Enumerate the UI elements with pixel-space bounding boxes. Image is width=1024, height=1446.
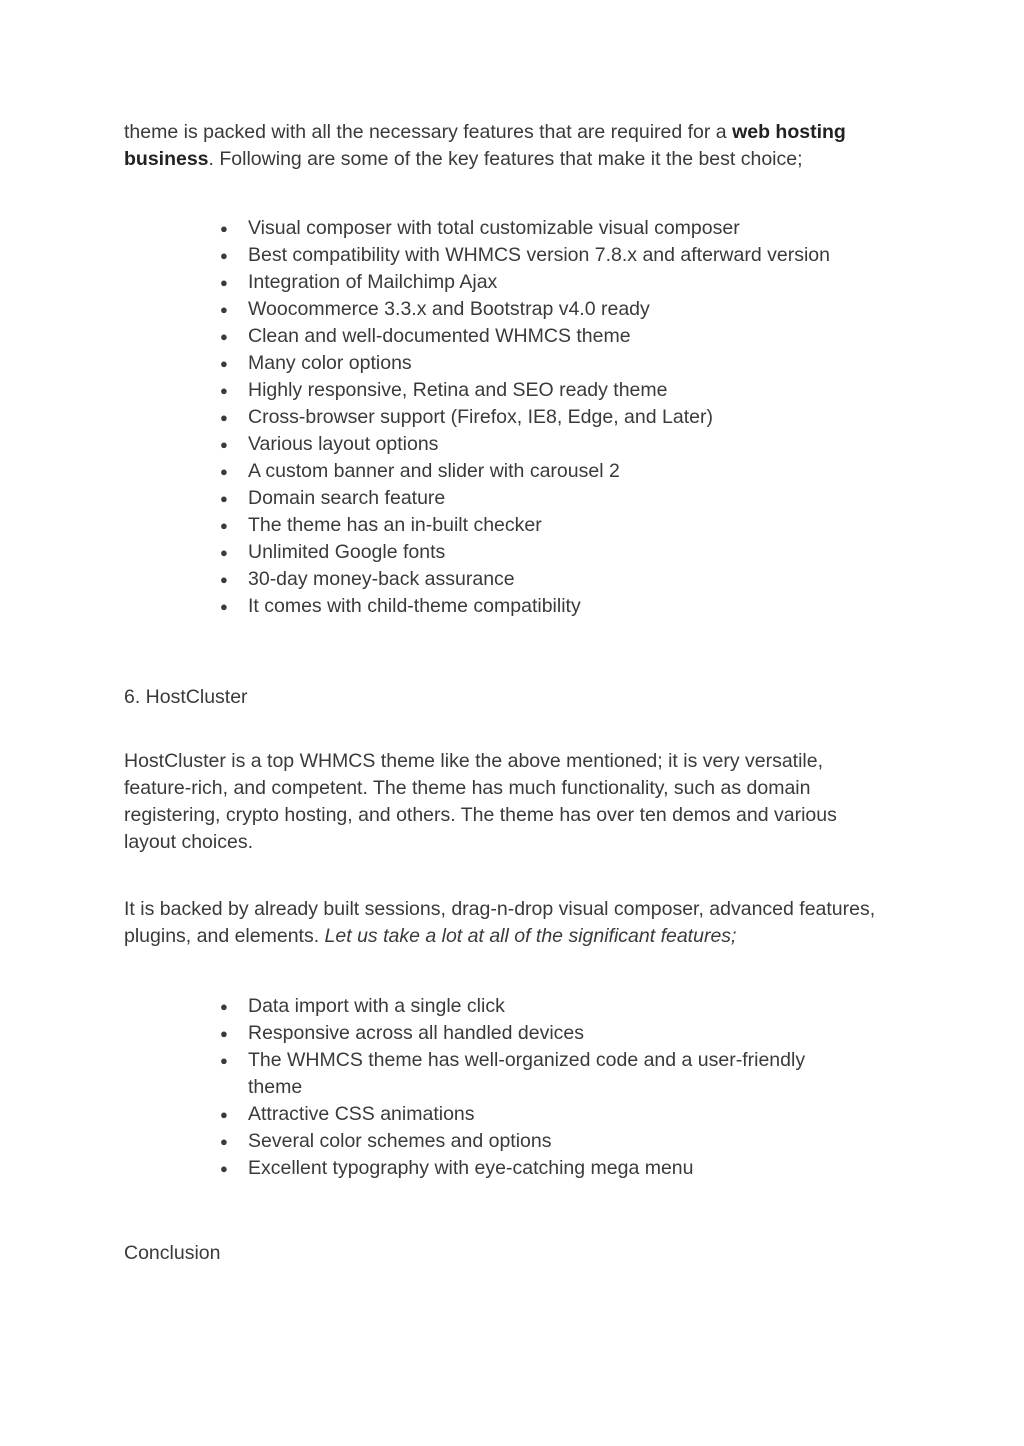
bullet-icon: ● (220, 410, 228, 425)
bullet-icon: ● (220, 1134, 228, 1149)
list-item (124, 1128, 864, 1155)
bullet-icon: ● (220, 1026, 228, 1041)
bullet-icon: ● (220, 221, 228, 236)
list-item (124, 404, 884, 431)
list-item (124, 1101, 864, 1128)
intro-text-part1: theme is packed with all the necessary features that are required for a (124, 121, 733, 143)
list-item (124, 993, 864, 1020)
list-item (124, 1155, 864, 1182)
list-item-text: Cross-browser support (Firefox, IE8, Edge, and Later) (248, 406, 713, 428)
list-item-text: Excellent typography with eye-catching mega menu (248, 1157, 694, 1179)
bullet-icon: ● (220, 572, 228, 587)
list-item-text: Several color schemes and options (248, 1130, 552, 1152)
intro-paragraph (124, 119, 894, 173)
list-item-text: Integration of Mailchimp Ajax (248, 271, 498, 293)
list-item (124, 512, 884, 539)
list-item-text: A custom banner and slider with carousel 2 (248, 460, 620, 482)
hostcluster-paragraph-2 (124, 896, 884, 950)
bullet-icon: ● (220, 302, 228, 317)
hostcluster-paragraph-2-italic: Let us take a lot at all of the significant features; (324, 925, 737, 947)
bullet-icon: ● (220, 329, 228, 344)
hostcluster-paragraph-2-text: It is backed by already built sessions, drag-n-drop visual composer, advanced features, plugins, and elements. (124, 898, 876, 947)
list-item (124, 1047, 864, 1101)
list-item-text: Visual composer with total customizable visual composer (248, 217, 740, 239)
list-item (124, 485, 884, 512)
list-item-text: 30-day money-back assurance (248, 568, 515, 590)
bullet-icon: ● (220, 491, 228, 506)
features-list-2 (124, 993, 864, 1182)
list-item-text: It comes with child-theme compatibility (248, 595, 581, 617)
list-item-text: Various layout options (248, 433, 439, 455)
features-list-1 (124, 215, 884, 620)
list-item-text: The WHMCS theme has well-organized code and a user-friendly theme (248, 1049, 806, 1098)
list-item (124, 1020, 864, 1047)
list-item-text: Highly responsive, Retina and SEO ready theme (248, 379, 668, 401)
list-item-text: Best compatibility with WHMCS version 7.8.x and afterward version (248, 244, 830, 266)
list-item-text: Data import with a single click (248, 995, 505, 1017)
intro-bold-web-hosting: web hosting (732, 121, 846, 143)
list-item-text: Responsive across all handled devices (248, 1022, 585, 1044)
bullet-icon: ● (220, 464, 228, 479)
list-item-text: Woocommerce 3.3.x and Bootstrap v4.0 ready (248, 298, 650, 320)
bullet-icon: ● (220, 518, 228, 533)
list-item (124, 215, 884, 242)
bullet-icon: ● (220, 437, 228, 452)
list-item (124, 539, 884, 566)
list-item (124, 269, 884, 296)
list-item-text: Many color options (248, 352, 412, 374)
list-item-text: Clean and well-documented WHMCS theme (248, 325, 631, 347)
intro-bold-business: business (124, 148, 209, 170)
list-item (124, 350, 884, 377)
list-item-text: Unlimited Google fonts (248, 541, 446, 563)
bullet-icon: ● (220, 356, 228, 371)
bullet-icon: ● (220, 545, 228, 560)
list-item (124, 566, 884, 593)
bullet-icon: ● (220, 999, 228, 1014)
hostcluster-paragraph-1: HostCluster is a top WHMCS theme like the above mentioned; it is very versatile, feature-rich, and competent. The theme has much functionality, such as domain registering, crypto hosting, and others. The theme has over ten demos and various layout choices. (124, 750, 837, 853)
list-item (124, 431, 884, 458)
list-item (124, 323, 884, 350)
bullet-icon: ● (220, 383, 228, 398)
list-item-text: Attractive CSS animations (248, 1103, 475, 1125)
list-item (124, 242, 884, 269)
intro-text-part2: . Following are some of the key features that make it the best choice; (208, 148, 803, 170)
bullet-icon: ● (220, 275, 228, 290)
bullet-icon: ● (220, 1107, 228, 1122)
section-heading-hostcluster: 6. HostCluster (124, 686, 248, 708)
list-item (124, 593, 884, 620)
conclusion-heading: Conclusion (124, 1242, 221, 1264)
bullet-icon: ● (220, 599, 228, 614)
list-item (124, 296, 884, 323)
list-item (124, 458, 884, 485)
list-item (124, 377, 884, 404)
list-item-text: Domain search feature (248, 487, 446, 509)
bullet-icon: ● (220, 1161, 228, 1176)
list-item-text: The theme has an in-built checker (248, 514, 542, 536)
bullet-icon: ● (220, 248, 228, 263)
bullet-icon: ● (220, 1053, 228, 1068)
